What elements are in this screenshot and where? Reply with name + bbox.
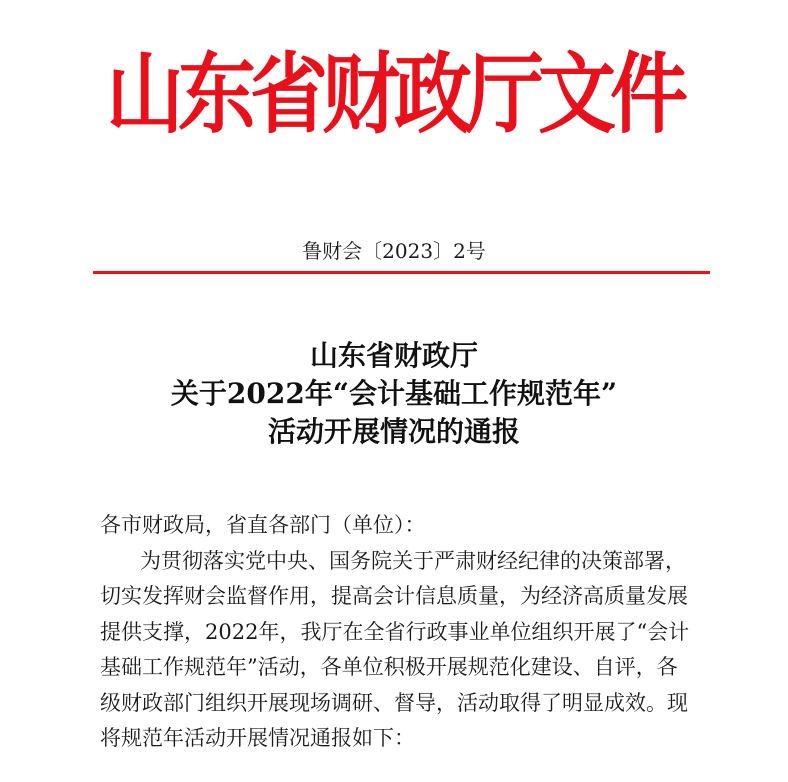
document-number: 鲁财会〔2023〕2号 <box>302 239 486 263</box>
body-line-4: 基础工作规范年”活动，各单位积极开展规范化建设、自评，各 <box>100 655 678 679</box>
body-line-3: 提供支撑，2022年，我厅在全省行政事业单位组织开展了“会计 <box>100 619 690 644</box>
title-line-1: 山东省财政厅 <box>309 339 478 372</box>
body-line-5: 级财政部门组织开展现场调研、督导，活动取得了明显成效。现 <box>100 690 688 715</box>
document-body <box>100 508 700 757</box>
red-divider-line <box>93 271 710 274</box>
body-line-1: 为贯彻落实党中央、国务院关于严肃财经纪律的决策部署， <box>140 548 686 573</box>
title-line-3: 活动开展情况的通报 <box>267 415 520 448</box>
body-line-6: 将规范年活动开展情况通报如下： <box>100 726 415 750</box>
body-line-2: 切实发挥财会监督作用，提高会计信息质量，为经济高质量发展 <box>100 584 688 608</box>
title-line-2: 关于2022年“会计基础工作规范年” <box>170 377 618 410</box>
document-title <box>0 337 788 451</box>
document-header: 山东省财政厅文件 <box>105 44 682 146</box>
salutation: 各市财政局，省直各部门（单位）： <box>100 513 426 537</box>
